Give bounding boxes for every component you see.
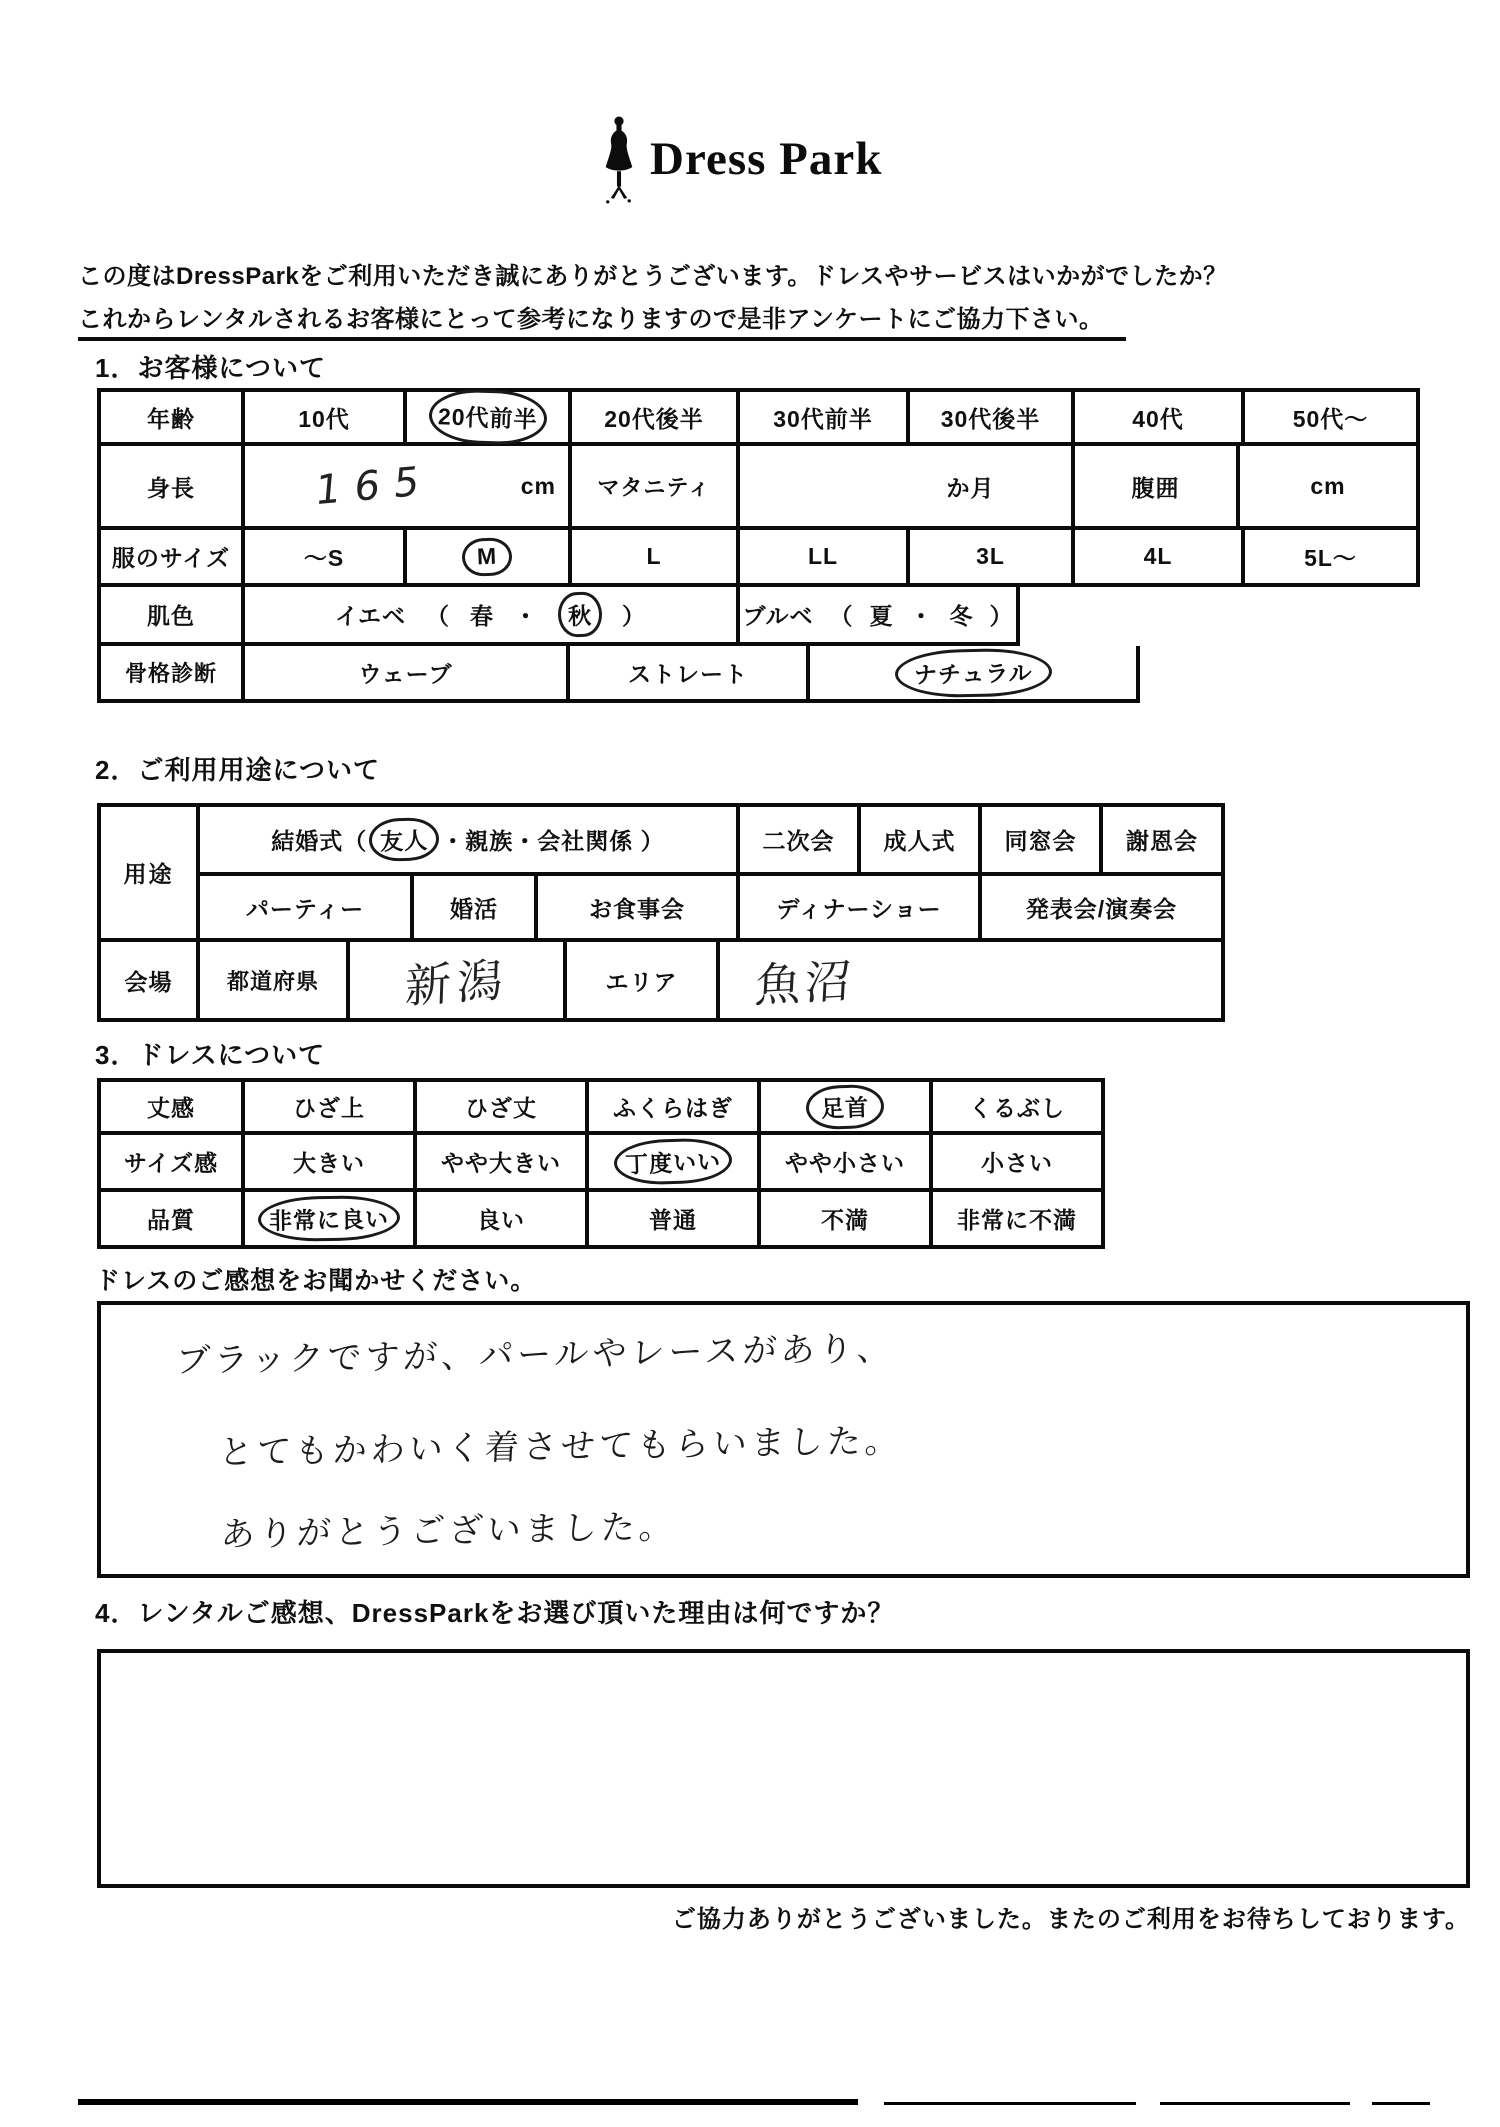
height-row — [97, 446, 1420, 530]
intro-line1: この度はDressParkをご利用いただき誠にありがとうございます。ドレスやサービスはいかがでしたか？ — [78, 263, 1228, 290]
maternity-months-cell: か月 — [740, 446, 1075, 530]
age-option-50s: 50代～ — [1245, 388, 1420, 446]
handwritten-comment-line1: ブラックですが、パールやレースがあり、 — [174, 1329, 896, 1381]
handwritten-circle: 丁度いい — [613, 1137, 732, 1186]
quality-row — [97, 1192, 1105, 1249]
quality-option-unsatisfied: 不満 — [761, 1192, 933, 1249]
purpose-option-afterparty: 二次会 — [740, 803, 861, 876]
fit-option-just-right — [589, 1135, 761, 1192]
handwritten-circle: 秋 — [557, 591, 603, 638]
fit-option-big: 大きい — [245, 1135, 417, 1192]
handwritten-circle: ナチュラル — [894, 647, 1051, 698]
purpose-option-coming-of-age: 成人式 — [861, 803, 982, 876]
purpose-option-thanks-party: 謝恩会 — [1103, 803, 1225, 876]
handwritten-comment-line2: とてもかわいく着させてもらいました。 — [217, 1422, 904, 1472]
brand-name: Dress Park — [650, 133, 883, 185]
handwritten-circle: 足首 — [805, 1083, 884, 1130]
fit-option-bit-small: やや小さい — [761, 1135, 933, 1192]
handwritten-circle: 非常に良い — [258, 1195, 401, 1242]
purpose-table — [97, 803, 1225, 1022]
scan-artifact-line — [884, 2102, 1136, 2105]
length-option-ankle — [761, 1078, 933, 1135]
section4-title: 4．レンタルご感想、DressParkをお選び頂いた理由は何ですか？ — [95, 1598, 895, 1628]
handwritten-prefecture: 新潟 — [403, 952, 510, 1014]
area-value-cell — [720, 942, 1225, 1022]
length-option-knee: ひざ丈 — [417, 1078, 589, 1135]
skin-blue-cell: ブルベ （ 夏 ・ 冬 ） — [740, 587, 1020, 646]
comment-label: ドレスのご感想をお聞かせください。 — [95, 1267, 537, 1295]
size-label: 服のサイズ — [97, 530, 245, 587]
purpose-rows — [97, 803, 1225, 942]
quality-option-very-unsatisfied: 非常に不満 — [933, 1192, 1105, 1249]
skin-row — [97, 587, 1420, 646]
fit-option-small: 小さい — [933, 1135, 1105, 1192]
size-option-ll: LL — [740, 530, 910, 587]
size-option-s: ～S — [245, 530, 407, 587]
age-option-early20s — [407, 388, 572, 446]
size-option-4l: 4L — [1075, 530, 1245, 587]
brand-logo — [598, 116, 882, 211]
size-row — [97, 530, 1420, 587]
size-option-3l: 3L — [910, 530, 1075, 587]
scan-artifact-line — [1372, 2102, 1430, 2105]
maternity-label: マタニティ — [572, 446, 740, 530]
size-option-l: L — [572, 530, 740, 587]
frame-option-straight: ストレート — [570, 646, 810, 703]
age-row — [97, 388, 1420, 446]
age-option-early30s: 30代前半 — [740, 388, 910, 446]
skin-yellow-cell: イエベ （ 春 ・ 秋 ） — [245, 587, 740, 646]
frame-option-wave: ウェーブ — [245, 646, 570, 703]
age-option-10s: 10代 — [245, 388, 407, 446]
purpose-row2 — [200, 876, 1225, 942]
length-option-calf: ふくらはぎ — [589, 1078, 761, 1135]
handwritten-circle: 友人 — [369, 817, 440, 862]
purpose-option-konkatsu: 婚活 — [414, 876, 538, 942]
section1-title: 1．お客様について — [95, 353, 326, 383]
handwritten-circle: 20代前半 — [428, 388, 547, 446]
handwritten-height: 165 — [313, 457, 436, 515]
scan-artifact-line — [1160, 2102, 1350, 2105]
frame-row — [97, 646, 1420, 703]
fit-label: サイズ感 — [97, 1135, 245, 1192]
prefecture-value-cell — [350, 942, 567, 1022]
purpose-option-reunion: 同窓会 — [982, 803, 1103, 876]
footer-thanks: ご協力ありがとうございました。またのご利用をお待ちしております。 — [671, 1906, 1470, 1933]
skin-label: 肌色 — [97, 587, 245, 646]
length-label: 丈感 — [97, 1078, 245, 1135]
venue-label: 会場 — [97, 942, 200, 1022]
age-option-late20s: 20代後半 — [572, 388, 740, 446]
purpose-option-dinner: お食事会 — [538, 876, 740, 942]
purpose-option-recital: 発表会/演奏会 — [982, 876, 1225, 942]
height-label: 身長 — [97, 446, 245, 530]
fit-row — [97, 1135, 1105, 1192]
age-label: 年齢 — [97, 388, 245, 446]
age-option-late30s: 30代後半 — [910, 388, 1075, 446]
fit-option-bit-big: やや大きい — [417, 1135, 589, 1192]
purpose-option-party: パーティー — [200, 876, 414, 942]
quality-label: 品質 — [97, 1192, 245, 1249]
quality-option-good: 良い — [417, 1192, 589, 1249]
scan-artifact-line — [78, 2099, 858, 2105]
frame-label: 骨格診断 — [97, 646, 245, 703]
purpose-option-dinnershow: ディナーショー — [740, 876, 982, 942]
dress-table — [97, 1078, 1105, 1249]
height-unit: cm — [520, 472, 556, 499]
waist-label: 腹囲 — [1075, 446, 1240, 530]
purpose-wedding-cell: 結婚式（ 友人 ・親族・会社関係 ） — [200, 803, 740, 876]
dress-mannequin-icon — [598, 116, 640, 211]
height-value-cell — [245, 446, 572, 530]
section3-title: 3．ドレスについて — [95, 1040, 326, 1070]
prefecture-label: 都道府県 — [200, 942, 350, 1022]
length-option-anklebone: くるぶし — [933, 1078, 1105, 1135]
frame-option-natural — [810, 646, 1140, 703]
purpose-row1 — [200, 803, 1225, 876]
handwritten-circle: M — [462, 537, 513, 577]
quality-option-very-good — [245, 1192, 417, 1249]
section2-title: 2．ご利用用途について — [95, 755, 380, 785]
quality-option-normal: 普通 — [589, 1192, 761, 1249]
customer-table — [97, 388, 1420, 703]
area-label: エリア — [567, 942, 720, 1022]
size-option-m — [407, 530, 572, 587]
intro-line2: これからレンタルされるお客様にとって参考になりますので是非アンケートにご協力下さい。 — [78, 299, 1468, 341]
length-row — [97, 1078, 1105, 1135]
purpose-label: 用途 — [97, 803, 200, 942]
length-option-above-knee: ひざ上 — [245, 1078, 417, 1135]
handwritten-area: 魚沼 — [753, 953, 857, 1013]
waist-unit-cell: cm — [1240, 446, 1420, 530]
intro-block — [78, 256, 1468, 341]
size-option-5l: 5L～ — [1245, 530, 1420, 587]
handwritten-comment-line3: ありがとうございました。 — [219, 1508, 678, 1555]
reason-box — [97, 1649, 1470, 1888]
age-option-40s: 40代 — [1075, 388, 1245, 446]
comment-box — [97, 1301, 1470, 1578]
venue-row — [97, 942, 1225, 1022]
